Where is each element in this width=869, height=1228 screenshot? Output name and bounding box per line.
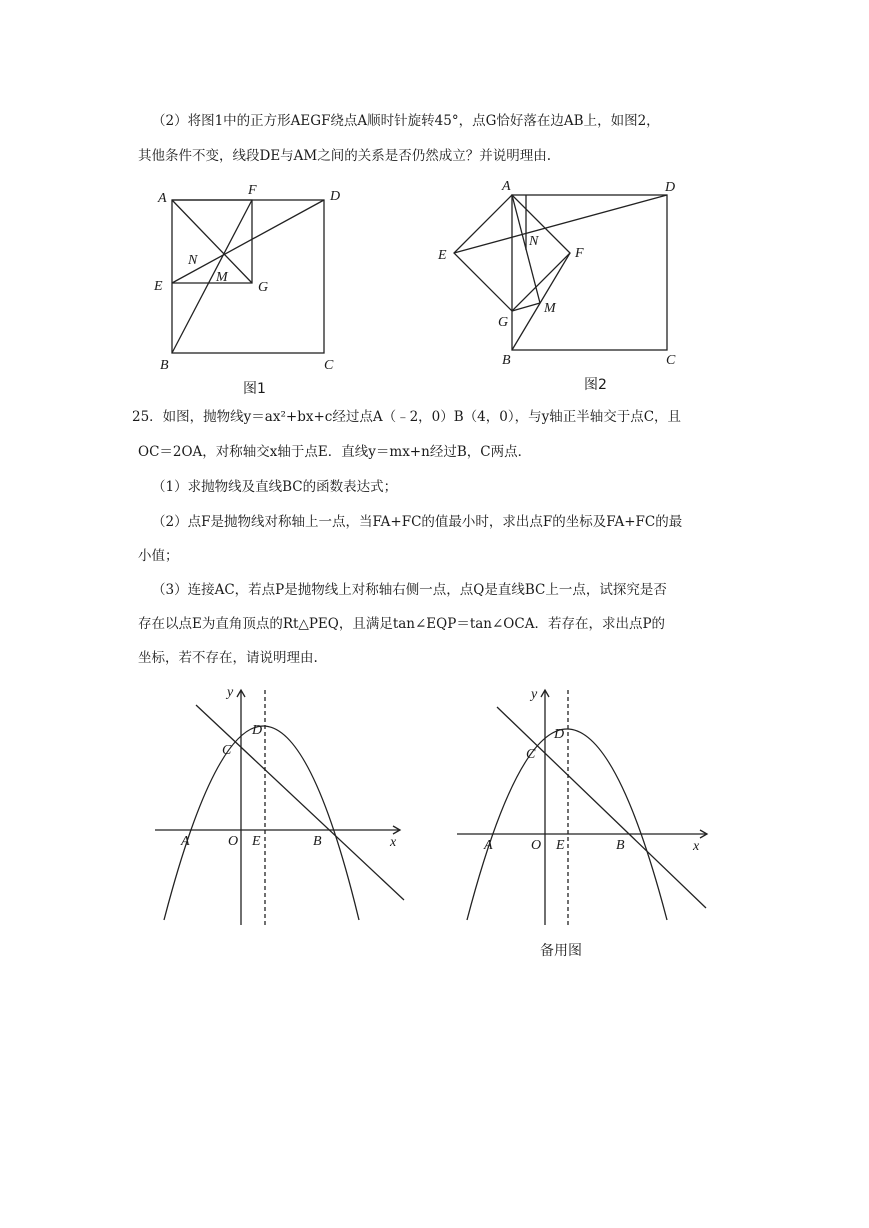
fig2-label-M: M xyxy=(544,301,556,316)
graph2-label-D: D xyxy=(554,727,565,742)
fig1-label-G: G xyxy=(258,280,269,295)
graph2-label-O: O xyxy=(531,838,542,853)
graph1-label-y: y xyxy=(227,685,234,700)
graph1-label-B: B xyxy=(313,834,322,849)
q25-part1: （1）求抛物线及直线BC的函数表达式； xyxy=(152,479,398,495)
q24-part2-line2: 其他条件不变，线段DE与AM之间的关系是否仍然成立？并说明理由. xyxy=(138,148,552,164)
fig1-label-N: N xyxy=(188,253,198,268)
fig2-caption: 图2 xyxy=(584,377,607,393)
fig1-label-E: E xyxy=(154,279,163,294)
graph1-label-x: x xyxy=(390,835,397,850)
fig1-label-C: C xyxy=(324,358,334,373)
figure-1 xyxy=(150,180,360,380)
fig2-label-E: E xyxy=(438,248,447,263)
fig2-label-B: B xyxy=(502,353,511,368)
fig2-label-F: F xyxy=(575,246,584,261)
graph1-label-C: C xyxy=(222,743,232,758)
q24-part2-line1: （2）将图1中的正方形AEGF绕点A顺时针旋转45°，点G恰好落在边AB上，如图2， xyxy=(152,113,660,129)
figure-2 xyxy=(430,172,690,372)
graph1-label-D: D xyxy=(252,723,263,738)
fig1-label-M: M xyxy=(216,270,228,285)
graph2-caption: 备用图 xyxy=(540,943,582,959)
fig2-label-D: D xyxy=(665,180,676,195)
graph2-label-x: x xyxy=(693,839,700,854)
graph1-label-A: A xyxy=(181,834,190,849)
graph1-label-O: O xyxy=(228,834,239,849)
q25-part2-line2: 小值； xyxy=(138,548,179,564)
q25-line2: OC＝2OA，对称轴交x轴于点E．直线y＝mx+n经过B，C两点． xyxy=(138,444,532,460)
graph2-label-B: B xyxy=(616,838,625,853)
fig2-label-C: C xyxy=(666,353,676,368)
fig1-caption: 图1 xyxy=(243,381,266,397)
fig2-label-N: N xyxy=(529,234,539,249)
fig1-label-B: B xyxy=(160,358,169,373)
q25-part3-line1: （3）连接AC，若点P是抛物线上对称轴右侧一点，点Q是直线BC上一点，试探究是否 xyxy=(152,582,667,598)
q25-line1: 25．如图，抛物线y＝ax²+bx+c经过点A（﹣2，0）B（4，0），与y轴正半轴交于点C，且 xyxy=(132,409,682,425)
fig1-label-F: F xyxy=(248,183,257,198)
q25-part3-line3: 坐标，若不存在，请说明理由. xyxy=(138,650,318,666)
graph2-label-E: E xyxy=(556,838,565,853)
parabola-graph-1 xyxy=(150,680,410,940)
fig1-label-D: D xyxy=(330,189,341,204)
parabola-graph-2 xyxy=(450,680,710,930)
q25-part2-line1: （2）点F是抛物线对称轴上一点，当FA+FC的值最小时，求出点F的坐标及FA+FC的最 xyxy=(152,514,683,530)
graph2-label-C: C xyxy=(526,747,536,762)
fig1-label-A: A xyxy=(158,191,167,206)
q25-part3-line2: 存在以点E为直角顶点的Rt△PEQ，且满足tan∠EQP＝tan∠OCA．若存在，求出点P的 xyxy=(138,616,666,632)
fig2-label-A: A xyxy=(502,179,511,194)
graph2-label-y: y xyxy=(531,687,538,702)
graph1-label-E: E xyxy=(252,834,261,849)
graph2-label-A: A xyxy=(484,838,493,853)
fig2-label-G: G xyxy=(498,315,509,330)
